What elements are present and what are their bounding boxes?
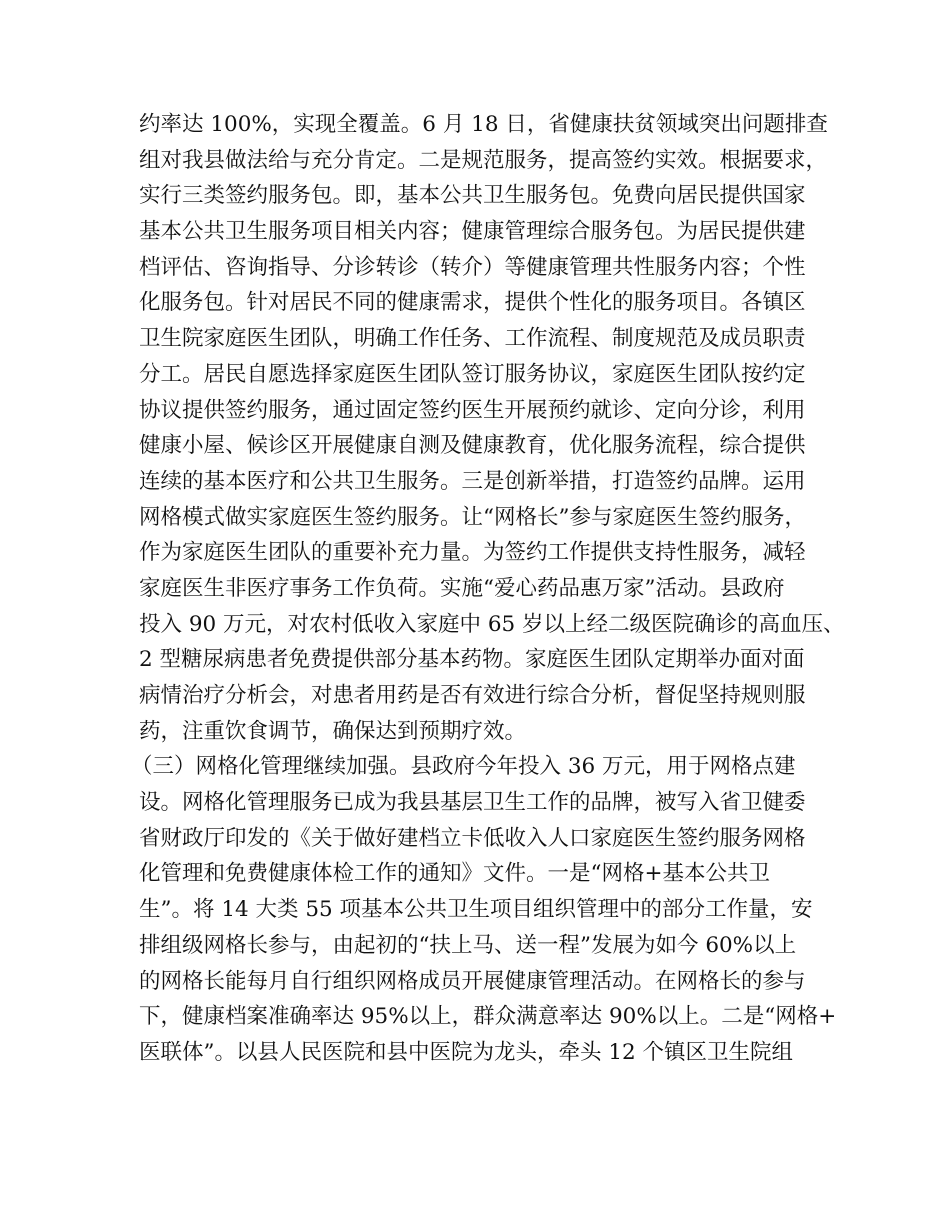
text-line: 2 型糖尿病患者免费提供部分基本药物。家庭医生团队定期举办面对面 bbox=[139, 647, 805, 673]
text-line: 设。网格化管理服务已成为我县基层卫生工作的品牌，被写入省卫健委 bbox=[139, 790, 806, 816]
text-line: 组对我县做法给与充分肯定。二是规范服务，提高签约实效。根据要求， bbox=[139, 147, 828, 173]
text-line: 档评估、咨询指导、分诊转诊（转介）等健康管理共性服务内容；个性 bbox=[139, 254, 806, 280]
text-line: 分工。居民自愿选择家庭医生团队签订服务协议，家庭医生团队按约定 bbox=[139, 361, 806, 387]
text-line: 作为家庭医生团队的重要补充力量。为签约工作提供支持性服务，减轻 bbox=[139, 540, 806, 566]
text-line: 协议提供签约服务，通过固定签约医生开展预约就诊、定向分诊，利用 bbox=[139, 397, 806, 423]
text-line: 约率达 100%，实现全覆盖。6 月 18 日，省健康扶贫领域突出问题排查 bbox=[139, 112, 828, 137]
text-line: 排组级网格长参与，由起初的“扶上马、送一程”发展为如今 60%以上 bbox=[139, 932, 797, 958]
text-line: 连续的基本医疗和公共卫生服务。三是创新举措，打造签约品牌。运用 bbox=[139, 468, 806, 494]
text-line: 基本公共卫生服务项目相关内容；健康管理综合服务包。为居民提供建 bbox=[139, 219, 806, 245]
text-line: 生”。将 14 大类 55 项基本公共卫生项目组织管理中的部分工作量，安 bbox=[139, 897, 813, 923]
text-line: 化管理和免费健康体检工作的通知》文件。一是“网格+基本公共卫 bbox=[139, 861, 771, 887]
text-line: （三）网格化管理继续加强。县政府今年投入 36 万元，用于网格点建 bbox=[131, 754, 796, 780]
text-line: 的网格长能每月自行组织网格成员开展健康管理活动。在网格长的参与 bbox=[139, 968, 806, 994]
text-line: 投入 90 万元，对农村低收入家庭中 65 岁以上经二级医院确诊的高血压、 bbox=[139, 611, 845, 637]
text-line: 网格模式做实家庭医生签约服务。让“网格长”参与家庭医生签约服务， bbox=[139, 504, 806, 530]
body-text bbox=[131, 107, 845, 1071]
text-line: 实行三类签约服务包。即，基本公共卫生服务包。免费向居民提供国家 bbox=[139, 183, 806, 209]
text-line: 省财政厅印发的《关于做好建档立卡低收入人口家庭医生签约服务网格 bbox=[139, 825, 806, 851]
text-line: 下，健康档案准确率达 95%以上，群众满意率达 90%以上。二是“网格+ bbox=[139, 1004, 837, 1030]
text-line: 病情治疗分析会，对患者用药是否有效进行综合分析，督促坚持规则服 bbox=[139, 683, 806, 708]
text-line: 化服务包。针对居民不同的健康需求，提供个性化的服务项目。各镇区 bbox=[139, 290, 806, 316]
text-line: 卫生院家庭医生团队，明确工作任务、工作流程、制度规范及成员职责 bbox=[139, 326, 806, 352]
text-line: 医联体”。以县人民医院和县中医院为龙头，牵头 12 个镇区卫生院组 bbox=[139, 1039, 794, 1065]
text-line: 家庭医生非医疗事务工作负荷。实施“爱心药品惠万家”活动。县政府 bbox=[139, 575, 785, 601]
text-line: 健康小屋、候诊区开展健康自测及健康教育，优化服务流程，综合提供 bbox=[139, 433, 806, 459]
text-line: 药，注重饮食调节，确保达到预期疗效。 bbox=[139, 718, 527, 744]
